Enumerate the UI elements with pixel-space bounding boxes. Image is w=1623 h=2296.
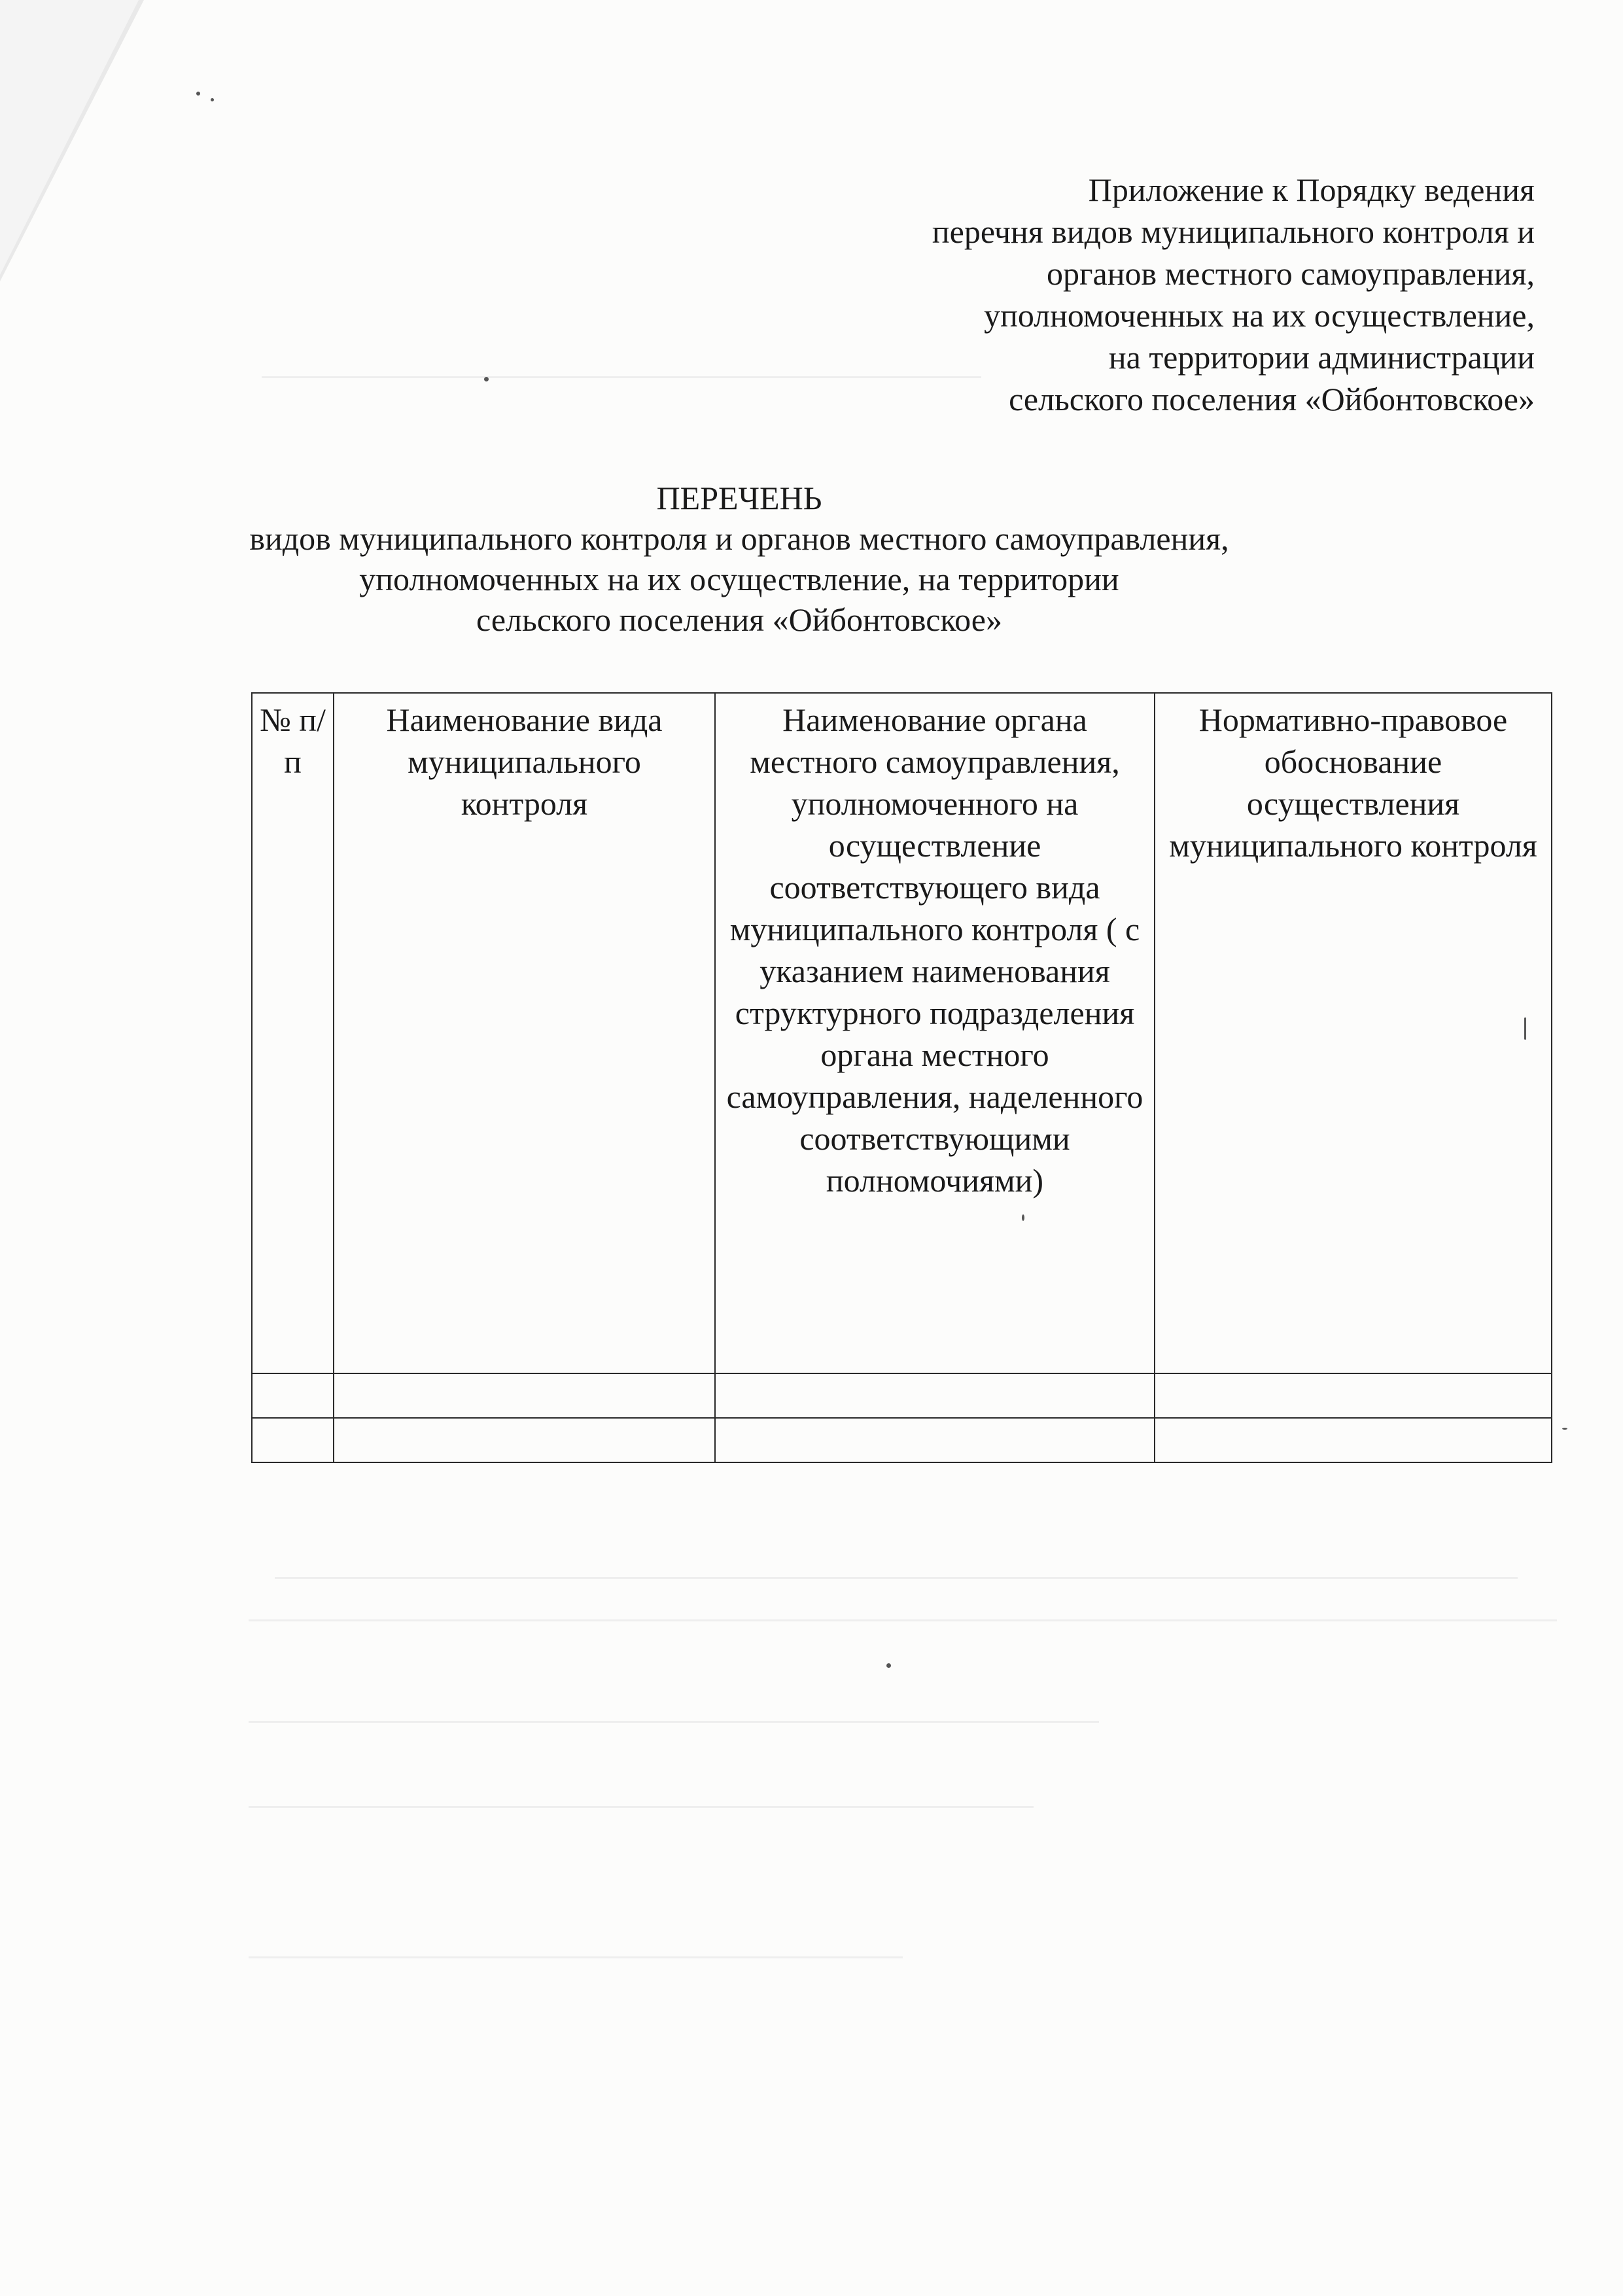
table-cell bbox=[715, 1373, 1155, 1418]
scan-speck bbox=[886, 1663, 891, 1668]
header-control-type: Наименование вида муниципального контроля bbox=[334, 693, 715, 1373]
document-subtitle-line: видов муниципального контроля и органов местного самоуправления, bbox=[249, 520, 1229, 557]
document-subtitle-line: сельского поселения «Ойбонтовское» bbox=[476, 601, 1002, 638]
document-title: ПЕРЕЧЕНЬ bbox=[656, 480, 822, 516]
folded-corner-shade bbox=[0, 0, 139, 275]
bleed-through bbox=[249, 1806, 1034, 1808]
header-number: № п/п bbox=[252, 693, 334, 1373]
bleed-through bbox=[249, 1721, 1099, 1723]
header-legal-basis: Нормативно-правовое обоснование осуществления муниципального контроля bbox=[1155, 693, 1552, 1373]
table-cell bbox=[715, 1418, 1155, 1462]
appendix-line: перечня видов муниципального контроля и bbox=[932, 213, 1535, 250]
appendix-line: Приложение к Порядку ведения bbox=[1088, 171, 1535, 208]
table-header-row bbox=[252, 693, 1552, 1373]
document-heading bbox=[236, 478, 1243, 640]
bleed-through bbox=[249, 1619, 1557, 1621]
appendix-line: на территории администрации bbox=[1108, 339, 1535, 376]
table-cell bbox=[1155, 1418, 1552, 1462]
appendix-line: органов местного самоуправления, bbox=[1047, 255, 1535, 292]
table-cell bbox=[334, 1418, 715, 1462]
header-authority: Наименование органа местного самоуправления, уполномоченного на осуществление соответствующего вида муниципального контроля ( с указанием наименования структурного подразделения органа местного самоуправления, наделенного соответствующими полномочиями) bbox=[715, 693, 1155, 1373]
table-cell bbox=[252, 1418, 334, 1462]
table-cell bbox=[1155, 1373, 1552, 1418]
scan-speck bbox=[211, 98, 214, 101]
control-registry-table bbox=[251, 692, 1552, 1463]
scan-speck bbox=[196, 92, 200, 96]
table-cell bbox=[252, 1373, 334, 1418]
appendix-line: уполномоченных на их осуществление, bbox=[984, 297, 1535, 334]
appendix-block bbox=[553, 169, 1535, 420]
bleed-through bbox=[275, 1577, 1518, 1579]
table-cell bbox=[334, 1373, 715, 1418]
document-subtitle-line: уполномоченных на их осуществление, на территории bbox=[359, 561, 1119, 597]
scan-speck bbox=[1562, 1428, 1567, 1430]
appendix-line: сельского поселения «Ойбонтовское» bbox=[1009, 381, 1535, 417]
table-row bbox=[252, 1418, 1552, 1462]
table-row bbox=[252, 1373, 1552, 1418]
bleed-through bbox=[249, 1956, 903, 1958]
